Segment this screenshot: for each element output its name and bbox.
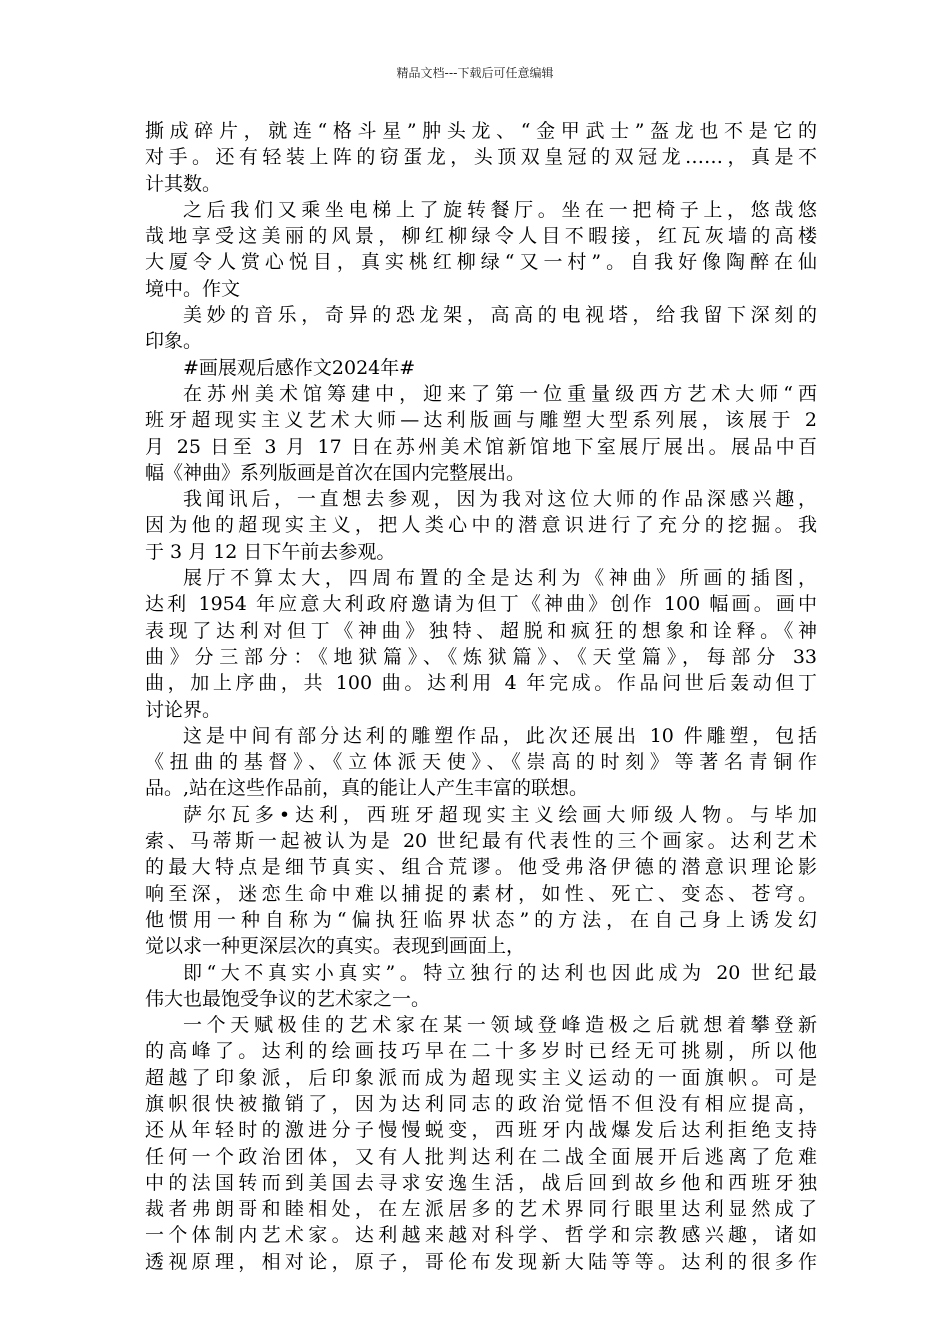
text-line: 我闻讯后，一直想去参观，因为我对这位大师的作品深感兴趣， (183, 488, 817, 511)
text-line: 达利 1954 年应意大利政府邀请为但丁《神曲》创作 100 幅画。画中 (145, 593, 817, 616)
text-line: 一个体制内艺术家。达利越来越对科学、哲学和宗教感兴趣，诸如 (145, 1224, 817, 1247)
text-line: 在苏州美术馆筹建中，迎来了第一位重量级西方艺术大师“西 (183, 382, 817, 405)
text-line: 月 25 日至 3 月 17 日在苏州美术馆新馆地下室展厅展出。展品中百 (145, 435, 817, 458)
text-line: 之后我们又乘坐电梯上了旋转餐厅。坐在一把椅子上，悠哉悠 (183, 198, 817, 221)
text-line: 超越了印象派，后印象派而成为超现实主义运动的一面旗帜。可是 (145, 1066, 817, 1089)
text-line: 旗帜很快被撤销了，因为达利同志的政治觉悟不但没有相应提高， (145, 1092, 817, 1115)
text-line: 曲，加上序曲，共 100 曲。达利用 4 年完成。作品问世后轰动但丁 (145, 672, 817, 695)
text-line: 展厅不算太大，四周布置的全是达利为《神曲》所画的插图， (183, 567, 817, 590)
document-body (145, 118, 817, 1275)
text-line: 曲》分三部分：《地狱篇》、《炼狱篇》、《天堂篇》，每部分 33 (145, 645, 817, 668)
text-line: 透视原理，相对论，原子，哥伦布发现新大陆等等。达利的很多作 (145, 1250, 817, 1273)
text-line: 响至深，迷恋生命中难以捕捉的素材，如性、死亡、变态、苍穹。 (145, 882, 817, 905)
text-line: 对手。还有轻装上阵的窃蛋龙，头顶双皇冠的双冠龙……，真是不 (145, 146, 817, 169)
text-line: 境中。作文 (145, 277, 241, 300)
text-line: 的最大特点是细节真实、组合荒谬。他受弗洛伊德的潜意识理论影 (145, 856, 817, 879)
text-line: 计其数。 (145, 172, 222, 195)
text-line: 因为他的超现实主义，把人类心中的潜意识进行了充分的挖掘。我 (145, 514, 817, 537)
text-line: 中的法国转而到美国去寻求安逸生活，战后回到故乡他和西班牙独 (145, 1171, 817, 1194)
text-line: 《扭曲的基督》、《立体派天使》、《崇高的时刻》等著名青铜作 (145, 751, 817, 774)
text-line: 讨论界。 (145, 698, 222, 721)
text-line: 即“大不真实小真实”。特立独行的达利也因此成为 20 世纪最 (183, 961, 817, 984)
text-line: 印象。 (145, 330, 203, 353)
text-line: 班牙超现实主义艺术大师—达利版画与雕塑大型系列展，该展于 2 (145, 409, 817, 432)
text-line: 任何一个政治团体，又有人批判达利在二战全面展开后逃离了危难 (145, 1145, 817, 1168)
text-line: 觉以求一种更深层次的真实。表现到画面上， (145, 935, 526, 958)
text-line: 大厦令人赏心悦目，真实桃红柳绿“又一村”。自我好像陶醉在仙 (145, 251, 817, 274)
text-line: 萨尔瓦多•达利，西班牙超现实主义绘画大师级人物。与毕加 (183, 803, 817, 826)
text-line: 撕成碎片，就连“格斗星”肿头龙、“金甲武士”盔龙也不是它的 (145, 120, 817, 142)
text-line: 还从年轻时的激进分子慢慢蜕变，西班牙内战爆发后达利拒绝支持 (145, 1119, 817, 1142)
text-line: 的高峰了。达利的绘画技巧早在二十多岁时已经无可挑剔，所以他 (145, 1040, 817, 1063)
text-line: 于 3 月 12 日下午前去参观。 (145, 540, 396, 563)
text-line: 伟大也最饱受争议的艺术家之一。 (145, 987, 431, 1010)
text-line: 表现了达利对但丁《神曲》独特、超脱和疯狂的想象和诠释。《神 (145, 619, 817, 642)
page-header: 精品文档---下载后可任意编辑 (396, 66, 554, 80)
text-line: 幅《神曲》系列版画是首次在国内完整展出。 (145, 461, 526, 484)
text-line: 他惯用一种自称为“偏执狂临界状态”的方法，在自己身上诱发幻 (145, 908, 817, 931)
text-line: 哉地享受这美丽的风景，柳红柳绿令人目不暇接，红瓦灰墙的高楼 (145, 225, 817, 248)
text-line: 裁者弗朗哥和睦相处，在左派居多的艺术界同行眼里达利显然成了 (145, 1198, 817, 1221)
text-line: 一个天赋极佳的艺术家在某一领域登峰造极之后就想着攀登新 (183, 1014, 817, 1037)
text-line: #画展观后感作文2024年# (183, 356, 416, 379)
text-line: 这是中间有部分达利的雕塑作品，此次还展出 10 件雕塑，包括 (183, 724, 817, 747)
text-line: 索、马蒂斯一起被认为是 20 世纪最有代表性的三个画家。达利艺术 (145, 830, 817, 853)
text-line: 美妙的音乐，奇异的恐龙架，高高的电视塔，给我留下深刻的 (183, 304, 817, 327)
text-line: 品。,站在这些作品前，真的能让人产生丰富的联想。 (145, 777, 589, 800)
